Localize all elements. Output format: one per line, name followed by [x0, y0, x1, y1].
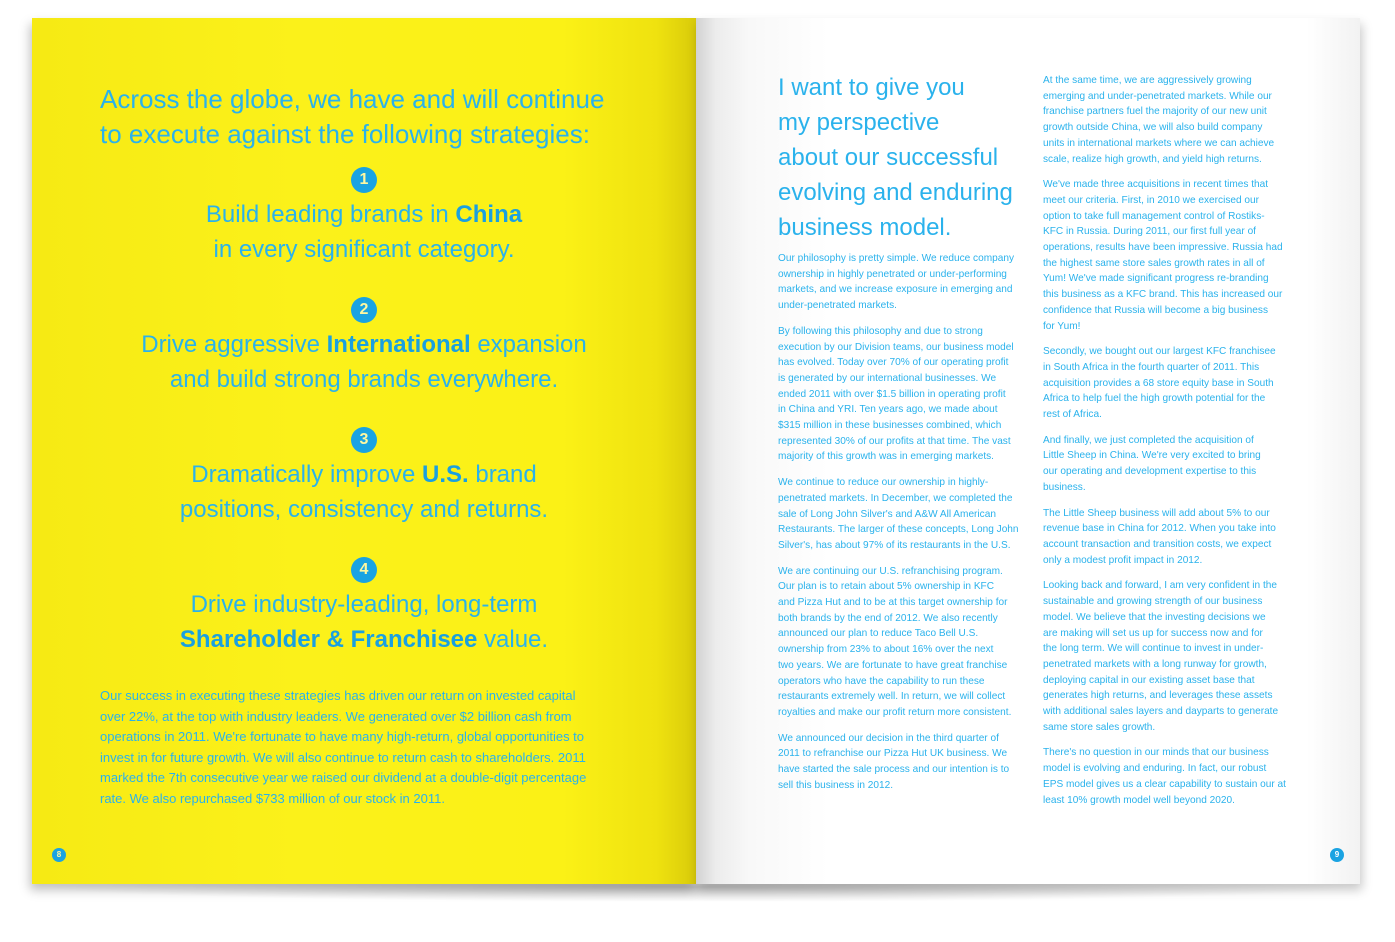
paragraph-line: for Yum!	[1043, 320, 1081, 332]
strategy-number-badge: 1	[351, 167, 377, 193]
paragraph-line: By following this philosophy and due to strong	[778, 325, 983, 337]
paragraph-line: least 10% growth model well beyond 2020.	[1043, 794, 1235, 806]
heading-line: Across the globe, we have and will continue	[100, 84, 605, 114]
paragraph-line: Our plan is to retain about 5% ownership in KFC	[778, 581, 995, 593]
text-column-right	[1043, 73, 1295, 818]
paragraph-line: ownership in highly penetrated or under-performing	[778, 268, 1007, 280]
paragraph-line: We are continuing our U.S. refranchising program.	[778, 565, 1003, 577]
paragraph-line: deploying capital in our existing asset base that	[1043, 674, 1255, 686]
paragraph-line: is generated by our international businesses. We	[778, 372, 997, 384]
paragraph-line: represented 30% of our profits at that time. The vast	[778, 435, 1011, 447]
strategy-line	[64, 457, 664, 492]
right-page-heading	[778, 70, 1058, 245]
paragraph	[778, 475, 1030, 554]
paragraph-line: emerging and under-penetrated markets. While our	[1043, 90, 1272, 102]
paragraph-line: Restaurants. The larger of these concepts, Long John	[778, 524, 1019, 536]
strategy-number-badge: 4	[351, 557, 377, 583]
paragraph-line: our operating and development expertise to this	[1043, 466, 1257, 478]
left-page-body	[100, 686, 640, 809]
body-line: over 22%, at the top with industry leaders. We generated over $2 billion cash from	[100, 708, 572, 724]
paragraph	[778, 564, 1030, 721]
paragraph	[1043, 177, 1295, 334]
paragraph-line: units in international markets where we can achieve	[1043, 137, 1275, 149]
heading-line: my perspective	[778, 109, 940, 136]
paragraph-line: sale of Long John Silver's and A&W All American	[778, 508, 996, 520]
paragraph-line: under-penetrated markets.	[778, 300, 897, 312]
paragraph-line: meet our criteria. First, in 2010 we exercised our	[1043, 194, 1259, 206]
paragraph-line: sustainable and growing strength of our business	[1043, 596, 1263, 608]
paragraph-line: two years. We are fortunate to have great franchise	[778, 659, 1008, 671]
paragraph-line: The Little Sheep business will add about 5% to our	[1043, 507, 1270, 519]
paragraph-line: and Pizza Hut and to be at this target ownership for	[778, 597, 1008, 609]
paragraph-line: operations, results have been impressive. Russia had	[1043, 242, 1283, 254]
strategy-2	[64, 297, 664, 397]
left-page-heading	[100, 82, 640, 152]
paragraph-line: We've made three acquisitions in recent times that	[1043, 179, 1269, 191]
strategy-line	[64, 197, 664, 232]
paragraph-line: There's no question in our minds that our business	[1043, 747, 1269, 759]
paragraph-line: restaurants extremely well. In return, we will collect	[778, 691, 1006, 703]
paragraph	[1043, 73, 1295, 167]
paragraph-line: And finally, we just completed the acquisition of	[1043, 434, 1254, 446]
paragraph-line: penetrated markets. In December, we completed the	[778, 492, 1013, 504]
paragraph-line: have started the sale process and our intention is to	[778, 764, 1010, 776]
strategy-text: Drive industry-leading, long-term	[190, 591, 538, 618]
paragraph-line: $315 million in these businesses combined, which	[778, 420, 1002, 432]
paragraph-line: generates high returns, and leverages these assets	[1043, 690, 1273, 702]
paragraph-line: scale, realize high growth, and yield high returns.	[1043, 153, 1262, 165]
paragraph-line: franchise partners fuel the majority of our new unit	[1043, 106, 1267, 118]
paragraph-line: ended 2011 with over $1.5 billion in operating profit	[778, 388, 1006, 400]
paragraph-line: account transaction and transition costs, we expect	[1043, 538, 1272, 550]
heading-line: to execute against the following strategies:	[100, 119, 590, 149]
body-line: operations in 2011. We're fortunate to have many high-return, global opportunities to	[100, 729, 585, 744]
paragraph-line: Our philosophy is pretty simple. We reduce company	[778, 253, 1015, 264]
strategy-line	[64, 362, 664, 397]
paragraph-line: same store sales growth.	[1043, 721, 1156, 733]
paragraph-line: has evolved. Today over 70% of our operating profit	[778, 357, 1009, 369]
strategy-text: positions, consistency and returns.	[179, 496, 549, 523]
strategy-text: Dramatically improve	[191, 461, 422, 488]
paragraph	[1043, 506, 1295, 569]
paragraph-line: Silver's, has about 97% of its restaurants in the U.S.	[778, 539, 1011, 551]
paragraph-line: revenue base in China for 2012. When you take into	[1043, 523, 1276, 535]
paragraph-line: with additional sales layers and dayparts to generate	[1043, 706, 1279, 718]
paragraph-line: Secondly, we bought out our largest KFC franchisee	[1043, 346, 1276, 358]
paragraph-line: acquisition provides a 68 store equity base in South	[1043, 377, 1274, 389]
text-column-left	[778, 251, 1030, 804]
paragraph-line: EPS model gives us a clear capability to sustain our at	[1043, 778, 1286, 790]
paragraph-line: in China and YRI. Ten years ago, we made about	[778, 404, 998, 416]
strategy-text: value.	[477, 626, 549, 653]
paragraph-line: only a modest profit impact in 2012.	[1043, 554, 1203, 566]
heading-line: I want to give you	[778, 74, 965, 101]
body-line: rate. We also repurchased $733 million of our stock in 2011.	[100, 790, 445, 806]
strategy-text: expansion	[470, 331, 587, 358]
paragraph-line: We announced our decision in the third quarter of	[778, 732, 999, 744]
strategy-text: and build strong brands everywhere.	[169, 366, 559, 393]
paragraph-line: We continue to reduce our ownership in highly-	[778, 477, 989, 489]
strategy-number-badge: 3	[351, 427, 377, 453]
paragraph	[778, 251, 1030, 314]
paragraph	[778, 324, 1030, 465]
paragraph	[1043, 433, 1295, 496]
paragraph-line: model. We believe that the investing decisions we	[1043, 611, 1266, 623]
strategy-highlight: China	[455, 201, 523, 228]
strategy-1	[64, 167, 664, 267]
paragraph-line: announced our plan to reduce Taco Bell U.S.	[778, 628, 979, 640]
paragraph-line: Looking back and forward, I am very confident in the	[1043, 580, 1277, 592]
heading-line: about our successful	[778, 144, 999, 171]
strategy-highlight: Shareholder & Franchisee	[179, 626, 478, 653]
paragraph-line: Yum! We've made significant progress re-branding	[1043, 273, 1269, 285]
paragraph-line: both brands by the end of 2012. We also recently	[778, 612, 998, 624]
strategy-line	[64, 622, 664, 657]
page-number-left: 8	[52, 848, 66, 862]
paragraph-line: are making will set us up for success now and for	[1043, 627, 1263, 639]
heading-line: evolving and enduring	[778, 179, 1013, 206]
paragraph-line: markets, and we increase exposure in emerging and	[778, 284, 1013, 296]
strategy-text: in every significant category.	[213, 236, 515, 263]
body-line: marked the 7th consecutive year we raised our dividend at a double-digit percentage	[100, 770, 587, 785]
strategy-line	[64, 232, 664, 267]
paragraph	[1043, 578, 1295, 735]
strategy-number-badge: 2	[351, 297, 377, 323]
strategy-text: Drive aggressive	[141, 331, 327, 358]
body-line: invest in for future growth. We will also continue to return cash to shareholders. 2011	[100, 749, 586, 765]
paragraph	[778, 731, 1030, 794]
paragraph-line: the highest same store sales growth rates in all of	[1043, 257, 1265, 269]
body-line: Our success in executing these strategies has driven our return on invested capital	[100, 688, 576, 703]
strategy-highlight: U.S.	[421, 461, 469, 488]
strategy-line	[64, 492, 664, 527]
strategy-text: Build leading brands in	[205, 201, 456, 228]
right-page	[696, 18, 1360, 884]
paragraph-line: operators who have the capability to run these	[778, 675, 985, 687]
strategy-text: brand	[468, 461, 537, 488]
paragraph-line: confidence that Russia will become a big business	[1043, 304, 1268, 316]
paragraph-line: Little Sheep in China. We're very excited to bring	[1043, 450, 1261, 462]
paragraph-line: growth outside China, we will also build company	[1043, 122, 1263, 134]
strategy-line	[64, 327, 664, 362]
strategy-3	[64, 427, 664, 527]
left-page	[32, 18, 696, 884]
paragraph-line: penetrated markets with a long runway for growth,	[1043, 658, 1267, 670]
paragraph-line: option to take full management control of Rostiks-	[1043, 210, 1265, 222]
strategy-highlight: International	[326, 331, 471, 358]
paragraph-line: this business as a KFC brand. This has increased our	[1043, 289, 1283, 301]
paragraph	[1043, 344, 1295, 423]
page-number-right: 9	[1330, 848, 1344, 862]
paragraph-line: Africa to help fuel the high growth potential for the	[1043, 393, 1266, 405]
paragraph	[1043, 745, 1295, 808]
paragraph-line: At the same time, we are aggressively growing	[1043, 75, 1252, 86]
paragraph-line: in South Africa in the fourth quarter of 2011. This	[1043, 361, 1260, 373]
paragraph-line: the long term. We will continue to invest in under-	[1043, 643, 1264, 655]
paragraph-line: model is evolving and enduring. In fact, our robust	[1043, 763, 1267, 775]
paragraph-line: KFC in Russia. During 2011, our first full year of	[1043, 226, 1256, 238]
paragraph-line: ownership from 23% to about 16% over the next	[778, 644, 994, 656]
paragraph-line: business.	[1043, 481, 1086, 493]
paragraph-line: 2011 to refranchise our Pizza Hut UK business. We	[778, 748, 1008, 760]
paragraph-line: royalties and make our profit return more consistent.	[778, 706, 1012, 718]
strategy-4	[64, 557, 664, 657]
paragraph-line: execution by our Division teams, our business model	[778, 341, 1014, 353]
paragraph-line: sell this business in 2012.	[778, 779, 894, 791]
strategy-line	[64, 587, 664, 622]
paragraph-line: rest of Africa.	[1043, 409, 1102, 421]
paragraph-line: majority of this growth was in emerging markets.	[778, 451, 994, 463]
heading-line: business model.	[778, 214, 952, 241]
